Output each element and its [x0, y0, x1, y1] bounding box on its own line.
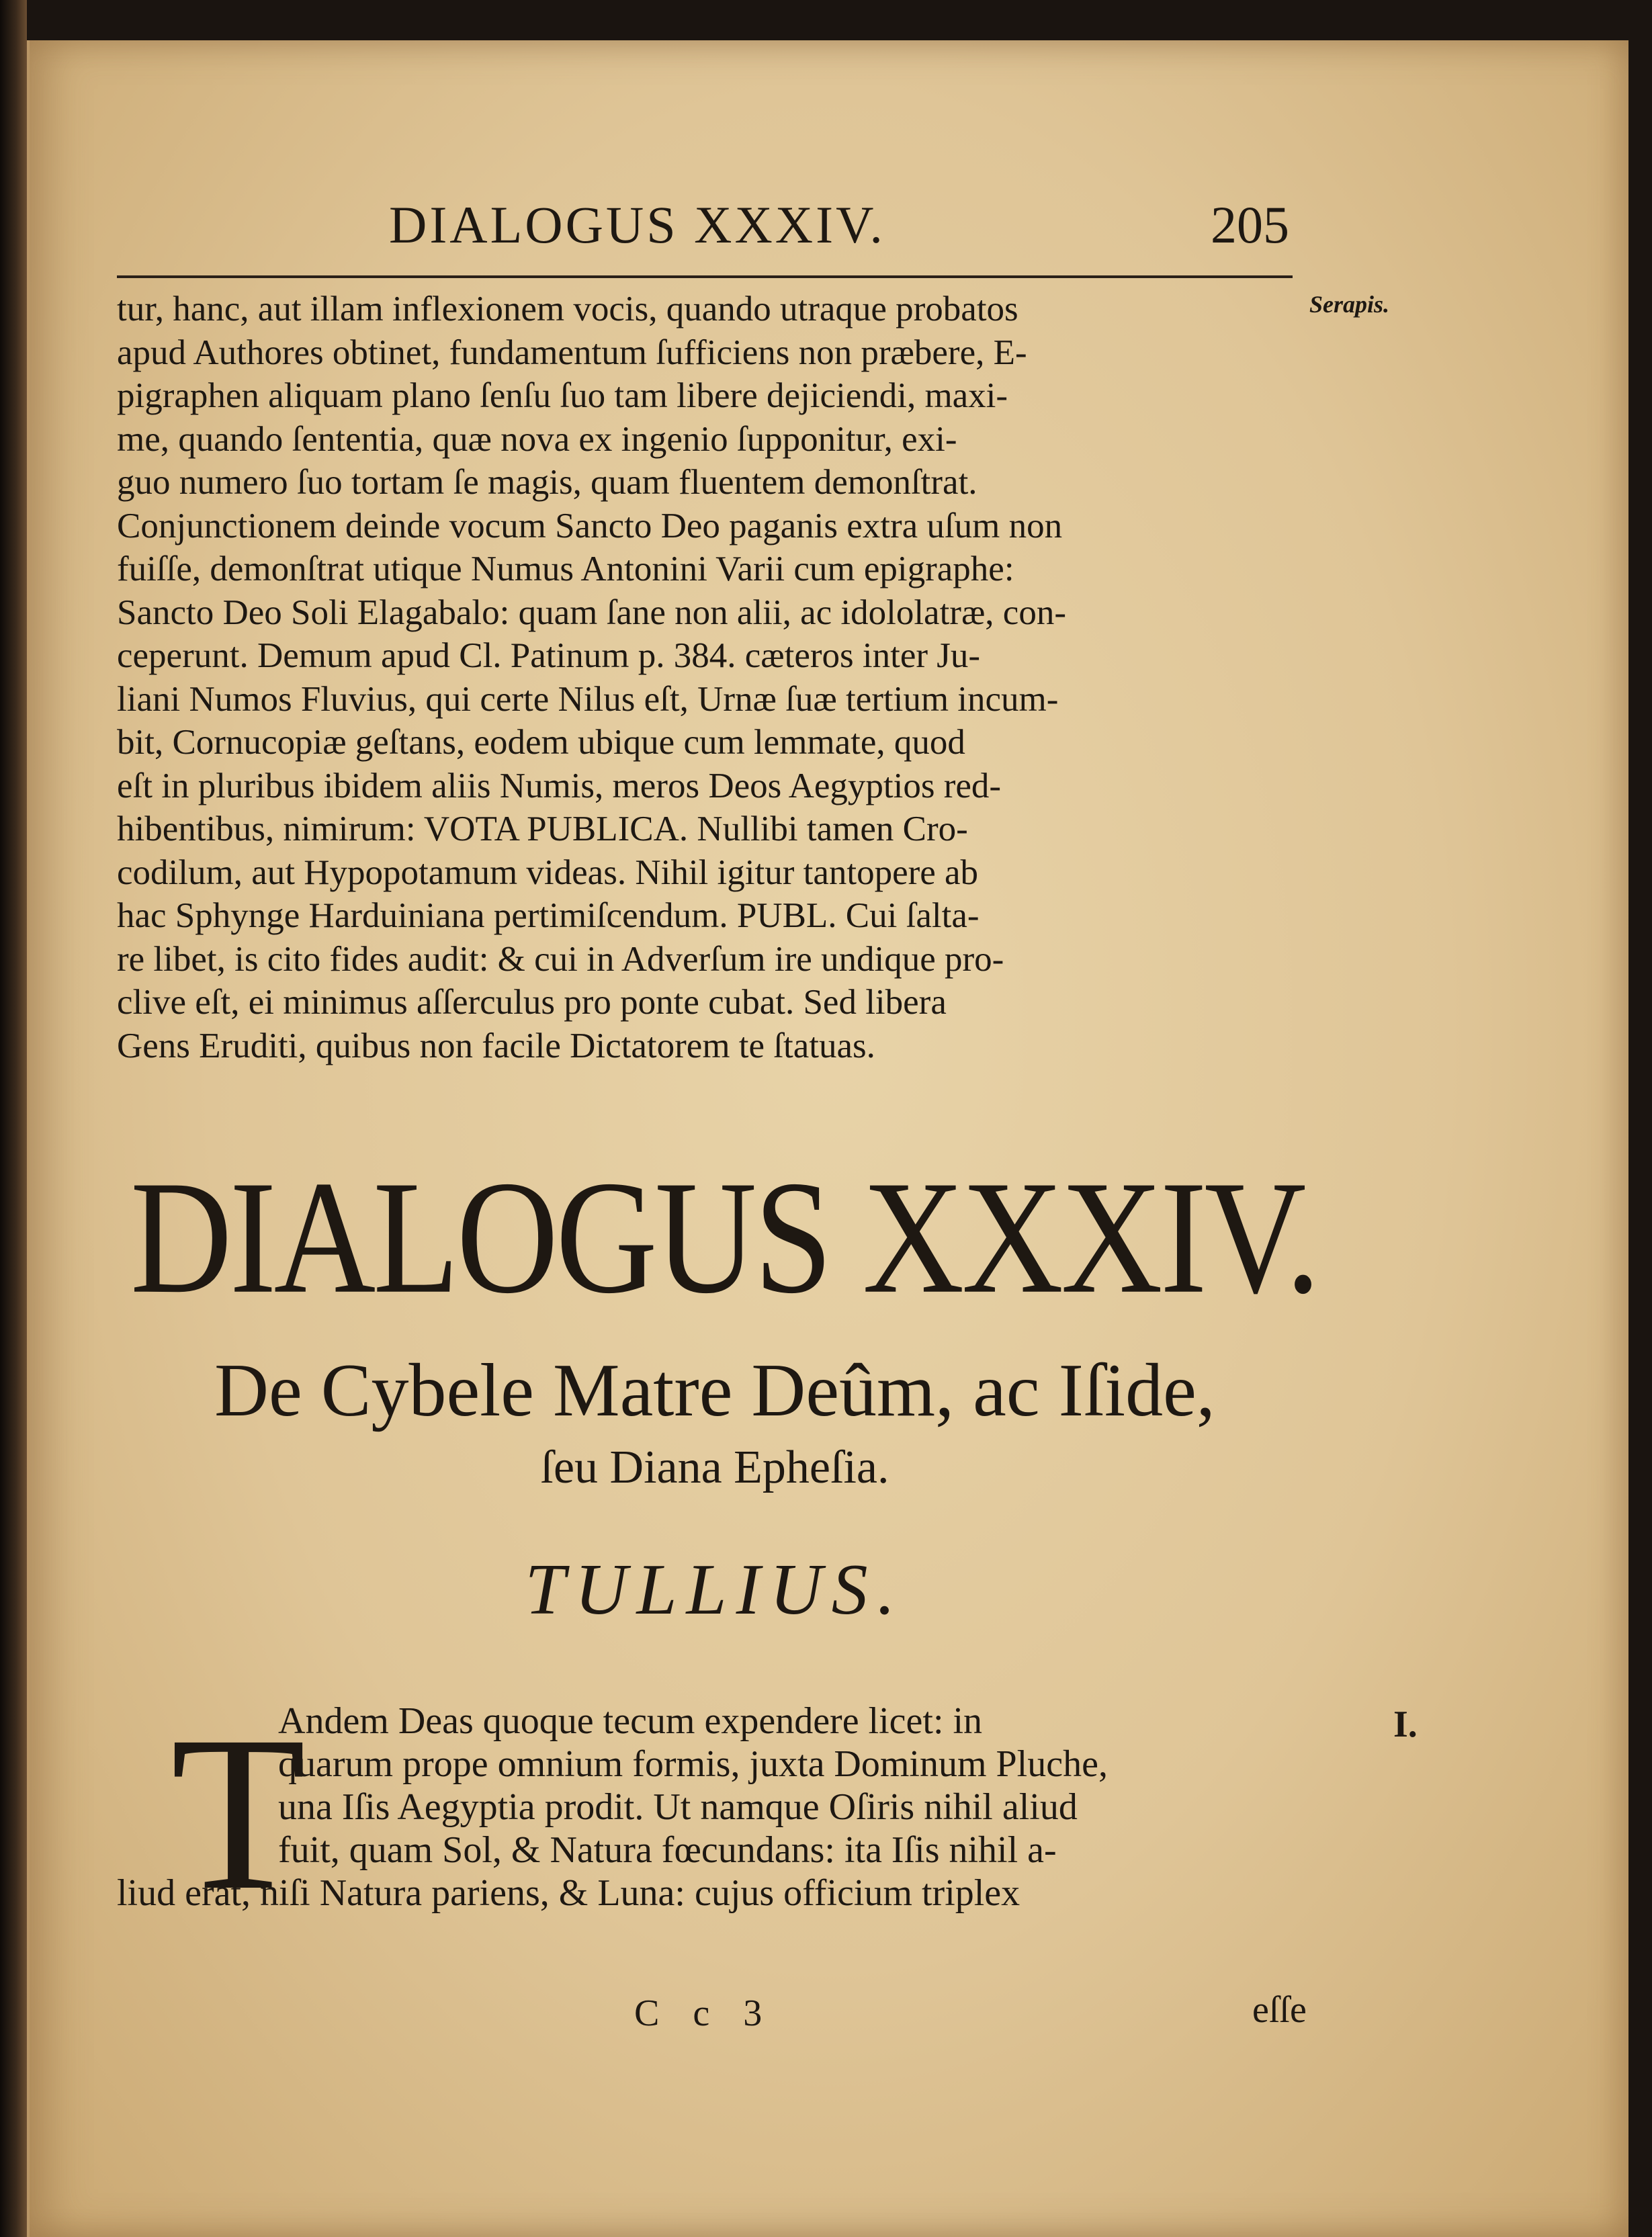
body-line: liani Numos Fluvius, qui certe Nilus eſt, Urnæ ſuæ tertium incum-	[117, 679, 1059, 719]
body-line: Sancto Deo Soli Elagabalo: quam ſane non alii, ac idololatræ, con-	[117, 593, 1066, 632]
paragraph-line: fuit, quam Sol, & Natura fœcundans: ita Iſis nihil a-	[278, 1829, 1057, 1871]
body-line: apud Authores obtinet, fundamentum ſufficiens non præbere, E-	[117, 333, 1027, 372]
body-line: Gens Eruditi, quibus non facile Dictatorem te ſtatuas.	[117, 1026, 875, 1065]
paragraph-line: quarum prope omnium formis, juxta Dominum Pluche,	[278, 1743, 1108, 1785]
catchword: eſſe	[1252, 1989, 1307, 2031]
page-number: 205	[1211, 195, 1289, 254]
paragraph-line: liud erat, niſi Natura pariens, & Luna: cujus officium triplex	[117, 1872, 1020, 1914]
body-line: guo numero ſuo tortam ſe magis, quam fluentem demonſtrat.	[117, 463, 977, 502]
body-line: re libet, is cito fides audit: & cui in Adverſum ire undique pro-	[117, 939, 1004, 979]
body-line: pigraphen aliquam plano ſenſu ſuo tam libere dejiciendi, maxi-	[117, 376, 1008, 415]
paragraph-line: una Iſis Aegyptia prodit. Ut namque Oſiris nihil aliud	[278, 1786, 1078, 1828]
signature-mark: C c 3	[634, 1992, 775, 2034]
body-line: hac Sphynge Harduiniana pertimiſcendum. PUBL. Cui ſalta-	[117, 896, 980, 935]
header-rule	[117, 275, 1293, 278]
body-line: eſt in pluribus ibidem aliis Numis, meros Deos Aegyptios red-	[117, 766, 1002, 805]
margin-note: Serapis.	[1309, 291, 1390, 318]
body-line: ceperunt. Demum apud Cl. Patinum p. 384. cæteros inter Ju-	[117, 636, 981, 675]
chapter-subtitle: De Cybele Matre Deûm, ac Iſide,	[214, 1349, 1215, 1432]
book-page	[27, 40, 1628, 2237]
paragraph-line: Andem Deas quoque tecum expendere licet: in	[278, 1700, 983, 1742]
body-line: Conjunctionem deinde vocum Sancto Deo paganis extra uſum non	[117, 506, 1063, 545]
body-line: clive eſt, ei minimus aſſerculus pro ponte cubat. Sed libera	[117, 983, 947, 1022]
body-text	[117, 288, 1299, 1067]
section-number: I.	[1393, 1704, 1418, 1745]
chapter-subtitle-2: ſeu Diana Epheſia.	[540, 1442, 889, 1493]
body-line: codilum, aut Hypopotamum videas. Nihil igitur tantopere ab	[117, 852, 979, 892]
chapter-title: DIALOGUS XXXIV.	[130, 1147, 1318, 1327]
opening-paragraph	[117, 1691, 1319, 1936]
body-line: fuiſſe, demonſtrat utique Numus Antonini Varii cum epigraphe:	[117, 550, 1014, 588]
book-spine	[0, 0, 27, 2237]
running-head-title: DIALOGUS XXXIV.	[389, 195, 885, 254]
body-line: hibentibus, nimirum: VOTA PUBLICA. Nullibi tamen Cro-	[117, 809, 968, 848]
drop-cap: T	[171, 1691, 306, 1936]
running-head	[389, 195, 1289, 269]
body-line: tur, hanc, aut illam inflexionem vocis, quando utraque probatos	[117, 290, 1018, 328]
body-line: bit, Cornucopiæ geſtans, eodem ubique cum lemmate, quod	[117, 723, 965, 762]
speaker-name: TULLIUS.	[525, 1550, 905, 1630]
body-line: me, quando ſententia, quæ nova ex ingenio ſupponitur, exi-	[117, 419, 957, 459]
